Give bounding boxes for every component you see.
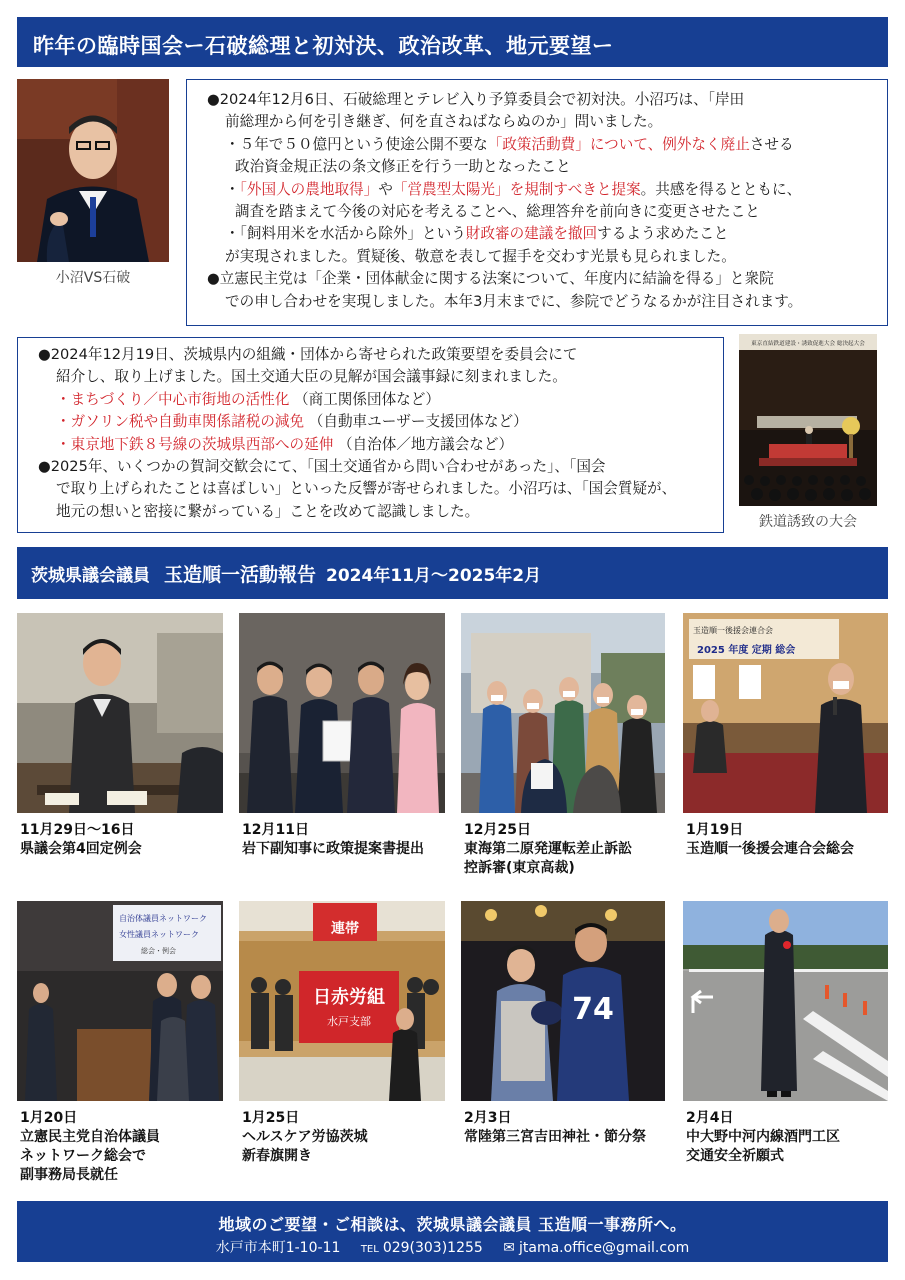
footer-address: 水戸市本町1-10-11 <box>215 1240 341 1256</box>
box1-b2-mid: や <box>378 180 393 198</box>
rail-photo-banner-text: 東京直結鉄道建設・誘致促進大会 総決起大会 <box>751 341 865 347</box>
rail-rally-caption: 鉄道誘致の大会 <box>759 514 857 530</box>
diet-debate-box <box>186 79 888 326</box>
activity-desc: 玉造順一後援会連合会総会 <box>686 841 854 857</box>
activity-photo-2 <box>239 613 445 813</box>
activity-date: 2月3日 <box>464 1110 512 1126</box>
activity-photo-6 <box>239 901 445 1101</box>
box2-req2-note: （自動車ユーザー支援団体など） <box>308 413 528 431</box>
activity-desc: 岩下副知事に政策提案書提出 <box>242 841 424 857</box>
photo6-text-2: 日赤労組 <box>313 987 385 1008</box>
box1-line1: ●2024年12月6日、石破総理とテレビ入り予算委員会で初対決。小沼巧は、「岸田 <box>207 91 745 108</box>
photo7-text-1: 74 <box>572 992 614 1027</box>
box1-bullet3 <box>207 223 887 245</box>
activity-caption-3 <box>464 821 674 878</box>
activity-date: 11月29日〜16日 <box>20 822 135 838</box>
activity-desc: 中大野中河内線酒門工区 <box>686 1129 840 1145</box>
section-banner <box>17 547 888 599</box>
phone-label: TEL <box>360 1244 379 1255</box>
mail-icon: ✉ <box>503 1240 515 1256</box>
activity-desc: ネットワーク総会で <box>20 1148 146 1164</box>
activity-caption-8 <box>686 1109 896 1166</box>
activity-desc: 交通安全祈願式 <box>686 1148 784 1164</box>
activity-date: 12月11日 <box>242 822 309 838</box>
box2-line5: 地元の想いと密接に繋がっている」ことを改めて認識しました。 <box>56 502 480 520</box>
box1-b1-post: させる <box>749 135 794 153</box>
photo4-text-2: 2025 年度 定期 総会 <box>697 645 796 656</box>
activity-desc: 常陸第三宮吉田神社・節分祭 <box>464 1129 646 1145</box>
footer-phone <box>361 1240 483 1256</box>
activity-caption-2 <box>242 821 452 859</box>
activity-desc: 新春旗開き <box>242 1148 312 1164</box>
activity-caption-7 <box>464 1109 674 1147</box>
photo4-text-1: 玉造順一後援会連合会 <box>693 626 773 635</box>
box1-bullet1 <box>207 134 887 156</box>
activity-date: 2月4日 <box>686 1110 734 1126</box>
box1-b3-pre: ・「飼料用米を水活から除外」という <box>225 225 466 243</box>
box1-b3-post: するよう求めたこと <box>597 225 729 243</box>
activity-photo-7 <box>461 901 665 1101</box>
box2-line1: ●2024年12月19日、茨城県内の組織・団体から寄せられた政策要望を委員会にて <box>38 346 578 363</box>
activity-photo-4 <box>683 613 888 813</box>
rail-rally-photo <box>739 334 877 506</box>
box1-bullet1-cont: 政治資金規正法の条文修正を行う一助となったこと <box>235 158 571 176</box>
box2-line3: ●2025年、いくつかの賀詞交歓会にて、「国土交通省から問い合わせがあった」、「国会 <box>38 458 606 476</box>
photo6-text-3: 水戸支部 <box>327 1015 371 1028</box>
box1-b2-post: 。共感を得るとともに、 <box>640 180 802 198</box>
photo6-text-1: 連帯 <box>331 921 359 937</box>
section-banner-part3: 2024年11月〜2025年2月 <box>326 566 542 586</box>
activity-photo-1 <box>17 613 223 813</box>
activity-date: 1月20日 <box>20 1110 78 1126</box>
activity-date: 12月25日 <box>464 822 531 838</box>
activity-date: 1月19日 <box>686 822 744 838</box>
activity-caption-6 <box>242 1109 452 1166</box>
box2-req2-red: ・ガソリン税や自動車関係諸税の減免 <box>56 413 305 431</box>
box2-req3 <box>38 434 723 456</box>
activity-desc: 県議会第4回定例会 <box>20 841 142 857</box>
portrait-photo <box>17 79 169 262</box>
activity-photo-3 <box>461 613 665 813</box>
policy-requests-box <box>17 337 724 533</box>
photo5-text-1: 自治体議員ネットワーク <box>119 914 207 923</box>
activity-date: 1月25日 <box>242 1110 300 1126</box>
box2-line2: 紹介し、取り上げました。国土交通大臣の見解が国会議事録に刻まれました。 <box>56 368 567 386</box>
footer-title: 地域のご要望・ご相談は、茨城県議会議員 玉造順一事務所へ。 <box>218 1215 687 1234</box>
footer-details <box>17 1237 888 1257</box>
top-banner-title: 昨年の臨時国会ー石破総理と初対決、政治改革、地元要望ー <box>33 34 614 58</box>
box1-b2-red2: 「営農型太陽光」を規制すべきと提案 <box>392 180 641 198</box>
photo5-text-2: 女性議員ネットワーク <box>119 930 199 939</box>
box1-realized: が実現されました。質疑後、敬意を表して握手を交わす光景も見られました。 <box>225 247 736 265</box>
section-banner-part2: 玉造順一活動報告 <box>164 564 317 586</box>
photo5-text-3: 総会・例会 <box>141 947 176 955</box>
activity-desc: 東海第二原発運転差止訴訟 <box>464 841 632 857</box>
activity-caption-4 <box>686 821 896 859</box>
box2-req3-note: （自治体／地方議会など） <box>337 435 514 453</box>
activity-desc: ヘルスケア労協茨城 <box>242 1129 368 1145</box>
activity-desc: 立憲民主党自治体議員 <box>20 1129 160 1145</box>
activity-photo-8 <box>683 901 888 1101</box>
activity-desc: 副事務局長就任 <box>20 1167 118 1183</box>
box1-bullet2-cont: 調査を踏まえて今後の対応を考えることへ、総理答弁を前向きに変更させたこと <box>235 203 760 221</box>
section-banner-part1: 茨城県議会議員 <box>31 566 150 586</box>
box1-line2: 前総理から何を引き継ぎ、何を直さねばならぬのか」問いました。 <box>225 113 663 131</box>
box1-bullet2: ・「外国人の農地取得」や「営農型太陽光」を規制すべきと提案。共感を得るとともに、 <box>225 180 802 198</box>
box1-b1-red: 「政策活動費」について、例外なく廃止 <box>487 135 750 153</box>
activity-desc: 控訴審(東京高裁) <box>464 860 575 876</box>
box1-b1-pre: ・５年で５０億円という使途公開不要な <box>225 135 488 153</box>
box1-b3-red: 財政審の建議を撤回 <box>465 225 598 243</box>
box2-req3-red: ・東京地下鉄８号線の茨城県西部への延伸 <box>56 435 334 453</box>
box1-b2-red1: 「外国人の農地取得」 <box>239 180 379 198</box>
phone-number: 029(303)1255 <box>382 1240 483 1256</box>
footer-contact <box>17 1201 888 1262</box>
activity-photo-5 <box>17 901 223 1101</box>
activity-caption-1 <box>20 821 230 859</box>
top-banner <box>17 17 888 67</box>
box2-req1-note: （商工関係団体など） <box>294 390 440 408</box>
box2-line4: で取り上げられたことは喜ばしい」といった反響が寄せられました。小沼巧は、「国会質疑が、 <box>56 480 677 498</box>
activity-caption-5 <box>20 1109 230 1185</box>
box2-req2 <box>38 411 723 433</box>
email-address[interactable]: jtama.office@gmail.com <box>519 1240 690 1256</box>
box2-req1 <box>38 389 723 411</box>
box2-req1-red: ・まちづくり／中心市街地の活性化 <box>56 390 290 408</box>
box1-cdp-line2: での申し合わせを実現しました。本年3月末までに、参院でどうなるかが注目されます。 <box>225 292 803 310</box>
footer-email[interactable] <box>503 1240 689 1256</box>
portrait-caption: 小沼VS石破 <box>55 270 131 286</box>
box1-cdp-line1: ●立憲民主党は「企業・団体献金に関する法案について、年度内に結論を得る」と衆院 <box>207 270 774 288</box>
